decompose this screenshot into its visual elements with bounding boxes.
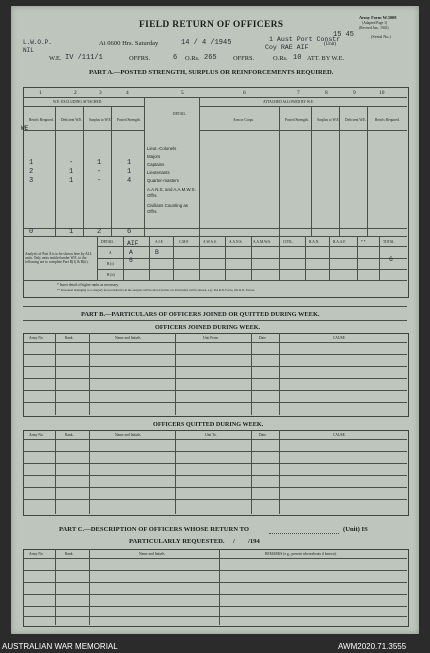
rank-captains: Captains [147,162,165,167]
analysis-row-bii: B (ii) [107,273,115,277]
analysis-hdr-awas: A.W.A.S. [203,240,217,244]
subhdr-reints-att: Rein'ts Required. [375,118,400,122]
analysis-note: Analysis of Part A is to be shown here by ALL units. Only units entitled under W.E. to the following are to complete Part B(1) & B(ii). [25,252,92,265]
form-title: FIELD RETURN OF OFFICERS [139,20,284,30]
we-mark: WE [21,125,29,132]
total-col3: 2 [97,228,102,236]
row2-col2: 1 [69,168,74,176]
subhdr-surplus-att: Surplus to W.E. [317,118,340,122]
row3-col3: - [97,177,102,185]
rank-lt-colonels: Lieut.-Colonels [147,146,177,151]
ors-label: O.Rs. [185,55,200,62]
analysis-hdr-civil: CIVIL [283,240,293,244]
row3-col2: 1 [69,177,74,185]
part-c-title-line1: PART C.—DESCRIPTION OF OFFICERS WHOSE RETURN TO [59,526,249,533]
offrs-value: 6 [173,54,178,62]
rank-lieutenants: Lieutenants [147,170,170,175]
footer-accession-number: AWM2020.71.3555 [338,642,407,651]
ors2-label: O.Rs. [273,55,288,62]
joined-hdr-date: Date. [259,336,267,340]
subhdr-deficient: Deficient W.E. [61,118,83,122]
quitted-hdr-unit-to: Unit To. [205,433,217,437]
army-form-number: Army Form W.3008 [359,15,397,20]
col-num-9: 9 [353,90,356,96]
quitted-title: OFFICERS QUITTED DURING WEEK. [153,421,264,428]
analysis-row-a: A [109,251,112,255]
col-num-10: 10 [379,90,385,96]
we-value: IV /111/1 [65,54,103,62]
col-num-5: 5 [181,90,184,96]
row2-col1: 2 [29,168,34,176]
aif-value-a: A [129,249,133,256]
quitted-hdr-date: Date. [259,433,267,437]
subhdr-surplus: Surplus to W.E. [89,118,112,122]
serial-label: (Serial No.) [371,34,391,39]
rank-aans: A.A.N.S. and A.A.M.W.S. Offrs. [147,187,196,198]
row2-col3: - [97,168,102,176]
part-c-hdr-rank: Rank. [65,552,74,556]
row3-col4: 4 [127,177,132,185]
part-b-title: PART B.—PARTICULARS OF OFFICERS JOINED OR QUITTED DURING WEEK. [81,311,320,318]
joined-hdr-army-no: Army No. [29,336,44,340]
offrs-label: OFFRS. [129,55,151,62]
part-a-title: PART A.—POSTED STRENGTH, SURPLUS OR REINFORCEMENTS REQUIRED. [89,69,334,76]
revised-note: (Revised Jan., 1943) [359,26,389,30]
subhdr-posted-att: Posted Strength. [285,118,309,122]
form-sheet [11,6,419,634]
analysis-hdr-total: TOTAL [383,240,395,244]
part-c-date-blank: / /194 [233,538,260,545]
part-c-unit-label: (Unit) IS [343,526,368,533]
col-num-3: 3 [99,90,102,96]
total-col4: 6 [127,228,132,236]
row2-col4: 1 [127,168,132,176]
subhdr-reints: Rein'ts Required. [29,118,54,122]
rank-civilians: Civilians Counting as Offrs. [147,203,188,214]
quitted-hdr-name: Name and Initials. [115,433,142,437]
aif-value-6: 6 [129,257,133,264]
analysis-hdr-detail: DETAIL [101,240,114,244]
unit-name-line1: 1 Aust Port Constr [269,36,341,43]
at-hours-label: At 0600 Hrs. Saturday [99,40,159,47]
aif-value-b: B [155,249,159,256]
offrs2-label: OFFRS. [233,55,255,62]
we-label: W.E. [49,55,62,62]
row3-col1: 3 [29,177,34,185]
analysis-hdr-aans: A.A.N.S. [229,240,243,244]
analysis-hdr-ran: R.A.N. [309,240,320,244]
return-date: 14 / 4 /1945 [181,39,232,47]
col-num-8: 8 [325,90,328,96]
note-higher-ranks: * Insert detail of higher ranks as necessary. [57,283,119,287]
subhdr-posted: Posted Strength. [117,118,141,122]
nil-entry: NIL [23,47,34,54]
col-num-7: 7 [297,90,300,96]
col-num-2: 2 [74,90,77,96]
quitted-hdr-rank: Rank. [65,433,74,437]
row1-col2: - [69,159,74,167]
analysis-hdr-aamws: A.A.M.W.S. [253,240,271,244]
total-col2: 1 [69,228,74,236]
analysis-hdr-cmf: C.M.F. [179,240,189,244]
serial-number: 15 45 [333,31,355,39]
joined-hdr-cause: CAUSE. [333,336,346,340]
col-num-6: 6 [243,90,246,96]
analysis-hdr-aif: A.I.F. [155,240,164,244]
att-by-we-label: ATT. BY W.E. [307,55,345,62]
subhdr-deficient-att: Deficient W.E. [345,118,367,122]
footer-institution: AUSTRALIAN WAR MEMORIAL [2,642,118,651]
joined-table [23,333,409,417]
row1-col1: 1 [29,159,34,167]
joined-hdr-rank: Rank. [65,336,74,340]
joined-hdr-unit-from: Unit From. [203,336,219,340]
archive-footer [0,638,430,653]
part-c-hdr-name: Name and Initials. [139,552,166,556]
joined-title: OFFICERS JOINED DURING WEEK. [155,324,261,331]
col-num-1: 1 [39,90,42,96]
row1-col3: 1 [97,159,102,167]
col-num-4: 4 [126,90,129,96]
subhdr-arm-corps: Arm or Corps. [233,118,254,122]
unit-name-line2: Coy RAE AIF [265,44,309,51]
total-col1: 0 [29,228,34,236]
joined-hdr-name: Name and Initials. [115,336,142,340]
detail-header: DETAIL. [173,112,187,116]
analysis-row-bi: B (i) [107,262,114,266]
part-c-hdr-remarks: REMARKS (e.g., present whereabouts if known). [265,552,337,556]
analysis-total-value: 6 [389,256,393,263]
attached-allowed: ATTACHED ALLOWED BY W.E. [263,100,314,104]
lwop-entry: L.W.O.P. [23,39,52,46]
adopted-note: (Adapted Page 1) [362,21,388,25]
rank-majors: Majors [147,154,161,159]
ors2-value: 10 [293,54,302,62]
aif-label: AIF [127,240,139,247]
quitted-hdr-cause: CAUSE. [333,433,346,437]
quitted-hdr-army-no: Army No. [29,433,44,437]
note-other-category: ** Personnel belonging to a category not provided for in the analysis will be shown in this col. Particulars will be shown, e.g., RA R.N. Force, UK R.N. Forces. [57,288,255,292]
part-c-title-line2: PARTICULARLY REQUESTED. [129,538,225,545]
part-c-hdr-army-no: Army No. [29,552,44,556]
ors-value: 265 [204,54,217,62]
unit-label: (Unit) [324,42,337,47]
analysis-hdr-raaf: R.A.A.F. [333,240,346,244]
rank-quartermasters: Quarter-masters [147,178,179,183]
row1-col4: 1 [127,159,132,167]
we-excluding-attached: W.E. EXCLUDING ATTACHED. [53,100,103,104]
quitted-table [23,430,409,516]
analysis-hdr-other: * * [361,240,366,244]
